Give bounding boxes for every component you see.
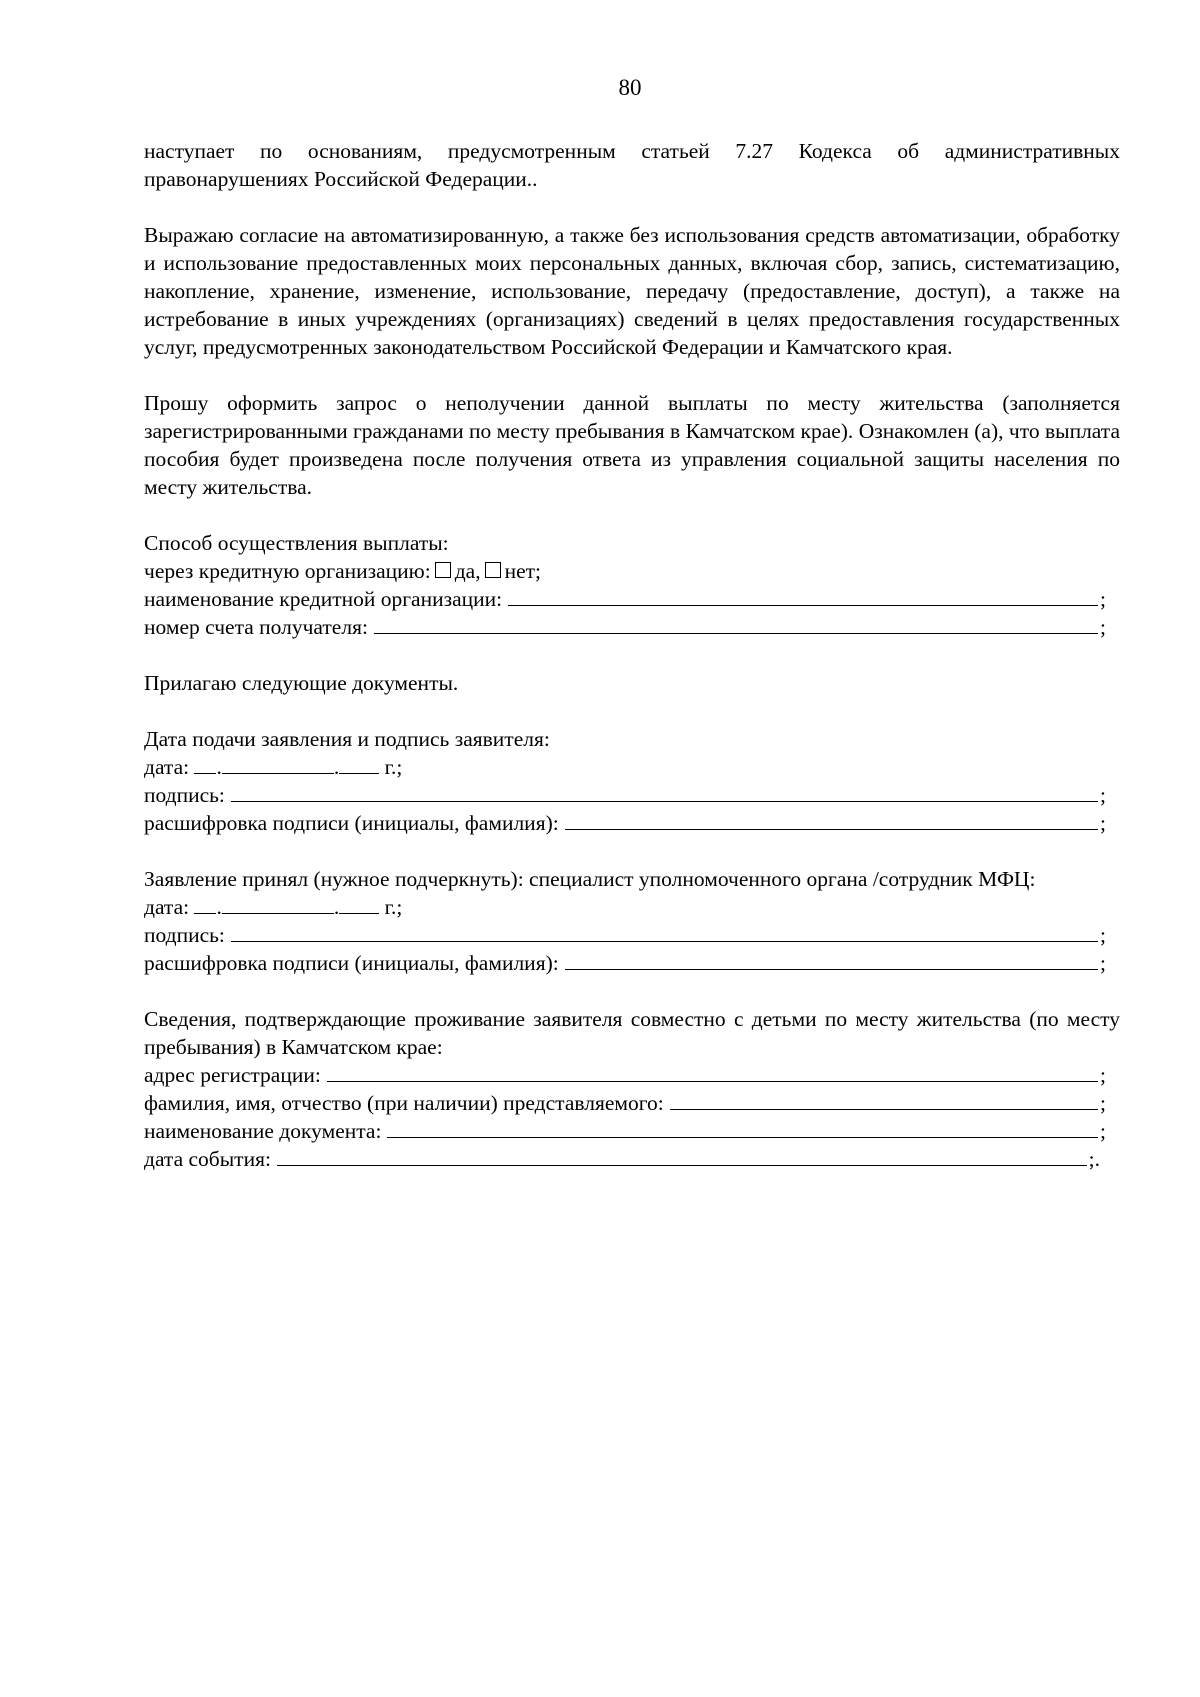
accepted-sign-field[interactable] [231,921,1098,942]
checkbox-yes-label: да, [454,559,481,583]
applicant-date-label: дата: [144,755,190,779]
event-date-field[interactable] [277,1145,1087,1166]
accepted-sign-end: ; [1100,923,1106,947]
fio-field[interactable] [670,1089,1098,1110]
account-field[interactable] [374,613,1098,634]
accepted-date-label: дата: [144,895,190,919]
accepted-month-field[interactable] [222,893,334,914]
account-row [144,613,1120,641]
payment-section [144,529,1120,641]
address-field[interactable] [327,1061,1098,1082]
fio-label: фамилия, имя, отчество (при наличии) представляемого: [144,1091,664,1115]
payment-heading: Способ осуществления выплаты: [144,531,449,555]
applicant-day-field[interactable] [194,753,216,774]
document-body [144,137,1120,1173]
event-date-label: дата события: [144,1147,271,1171]
accepted-date-row: дата: . . г.; [144,895,403,919]
applicant-month-field[interactable] [222,753,334,774]
applicant-sign-label: подпись: [144,783,225,807]
accepted-date-suffix: г.; [384,895,403,919]
paragraph-liability: наступает по основаниям, предусмотренным статьей 7.27 Кодекса об административных правонарушениях Российской Федерации.. [144,139,1120,191]
address-label: адрес регистрации: [144,1063,321,1087]
account-end: ; [1100,615,1106,639]
applicant-date-suffix: г.; [384,755,403,779]
applicant-sign-end: ; [1100,783,1106,807]
residence-heading: Сведения, подтверждающие проживание заявителя совместно с детьми по месту жительства (по месту пребывания) в Камчатском крае: [144,1007,1120,1059]
accepted-sign-row [144,921,1120,949]
account-label: номер счета получателя: [144,615,368,639]
residence-section [144,1005,1120,1173]
applicant-decode-label: расшифровка подписи (инициалы, фамилия): [144,811,559,835]
credit-org-choice [144,557,1120,585]
address-row [144,1061,1120,1089]
applicant-decode-field[interactable] [565,809,1098,830]
accepted-decode-field[interactable] [565,949,1098,970]
address-end: ; [1100,1063,1106,1087]
applicant-sign-field[interactable] [231,781,1098,802]
accepted-heading: Заявление принял (нужное подчеркнуть): специалист уполномоченного органа /сотрудник МФЦ: [144,867,1036,891]
accepted-decode-label: расшифровка подписи (инициалы, фамилия): [144,951,559,975]
event-date-row [144,1145,1120,1173]
bank-name-field[interactable] [508,585,1098,606]
attachments-line: Прилагаю следующие документы. [144,671,459,695]
credit-org-label: через кредитную организацию: [144,559,431,583]
bank-name-row [144,585,1120,613]
fio-end: ; [1100,1091,1106,1115]
accepted-decode-row [144,949,1120,977]
applicant-decode-end: ; [1100,811,1106,835]
bank-name-label: наименование кредитной организации: [144,587,503,611]
applicant-decode-row [144,809,1120,837]
checkbox-yes[interactable] [435,562,451,578]
document-name-end: ; [1100,1119,1106,1143]
applicant-heading: Дата подачи заявления и подпись заявителя: [144,727,550,751]
paragraph-request: Прошу оформить запрос о неполучении данной выплаты по месту жительства (заполняется зарегистрированными гражданами по месту пребывания в Камчатском крае). Ознакомлен (а), что выплата пособия будет произведена после получения ответа из управления социальной защиты населения по месту жительства. [144,391,1120,499]
document-name-label: наименование документа: [144,1119,382,1143]
applicant-sign-row [144,781,1120,809]
applicant-date-row: дата: . . г.; [144,755,403,779]
checkbox-no[interactable] [485,562,501,578]
page-number: 80 [618,75,642,100]
accepted-decode-end: ; [1100,951,1106,975]
checkbox-no-label: нет; [504,559,542,583]
accepted-year-field[interactable] [339,893,379,914]
event-date-end: ;. [1088,1147,1100,1171]
applicant-section [144,725,1120,837]
document-name-row [144,1117,1120,1145]
bank-name-end: ; [1100,587,1106,611]
document-name-field[interactable] [387,1117,1098,1138]
accepted-sign-label: подпись: [144,923,225,947]
applicant-year-field[interactable] [339,753,379,774]
accepted-day-field[interactable] [194,893,216,914]
paragraph-consent: Выражаю согласие на автоматизированную, а также без использования средств автоматизации, обработку и использование предоставленных моих персональных данных, включая сбор, запись, систематизацию, накопление, хранение, изменение, использование, передачу (предоставление, доступ), а также на истребование в иных учреждениях (организациях) сведений в целях предоставления государственных услуг, предусмотренных законодательством Российской Федерации и Камчатского края. [144,223,1120,359]
fio-row [144,1089,1120,1117]
accepted-section [144,865,1120,977]
